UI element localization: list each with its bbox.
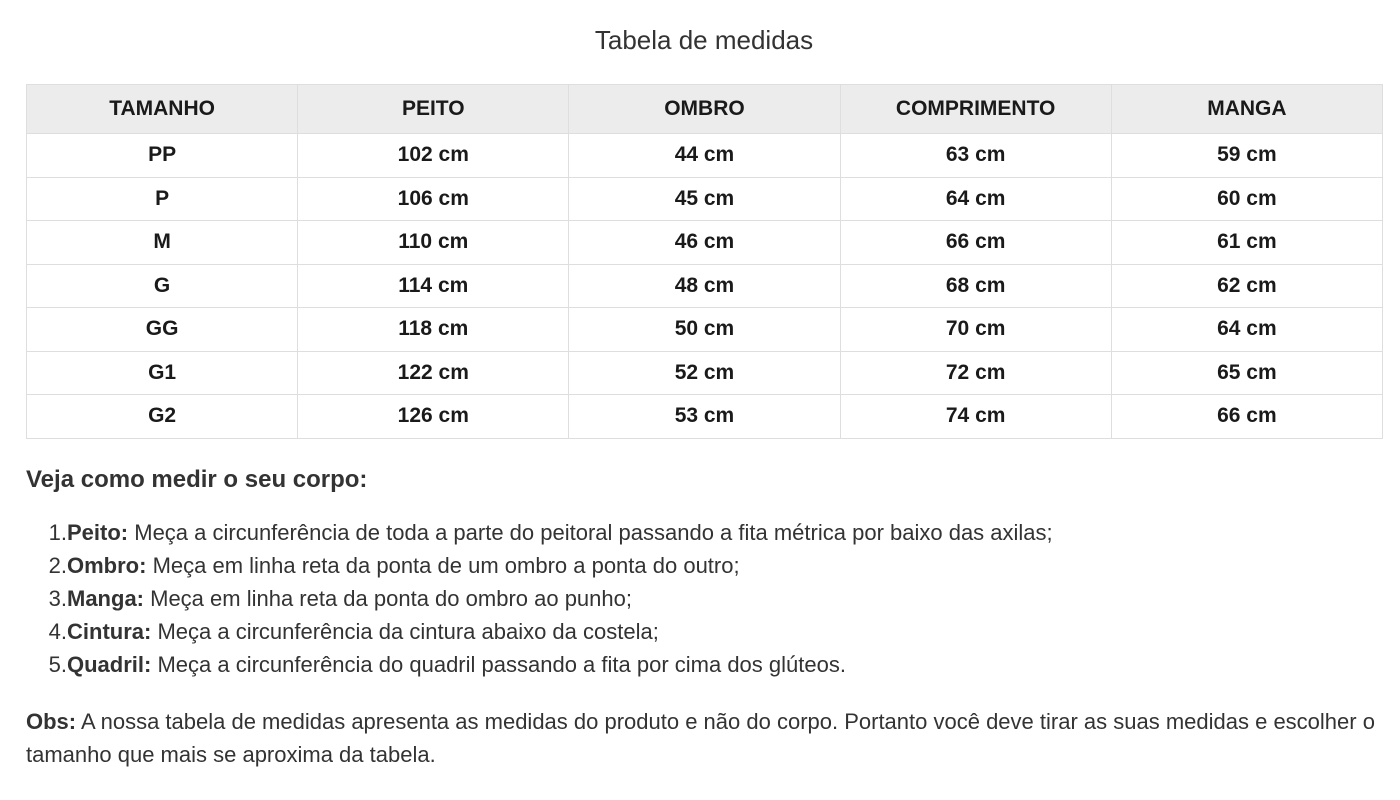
list-number: 4. bbox=[48, 619, 67, 644]
table-cell: 60 cm bbox=[1111, 177, 1382, 221]
table-cell: PP bbox=[27, 134, 298, 178]
measure-text: Meça a circunferência de toda a parte do peitoral passando a fita métrica por baixo das axilas; bbox=[128, 520, 1053, 545]
measure-text: Meça em linha reta da ponta de um ombro a ponta do outro; bbox=[146, 553, 740, 578]
list-item bbox=[26, 615, 1053, 648]
table-cell: G1 bbox=[27, 351, 298, 395]
measure-term: Peito: bbox=[67, 520, 129, 545]
table-cell: 50 cm bbox=[569, 308, 840, 352]
list-number: 2. bbox=[48, 553, 67, 578]
table-cell: 53 cm bbox=[569, 395, 840, 439]
table-cell: 44 cm bbox=[569, 134, 840, 178]
how-to-measure-heading: Veja como medir o seu corpo: bbox=[26, 466, 368, 493]
table-cell: GG bbox=[27, 308, 298, 352]
table-cell: 65 cm bbox=[1111, 351, 1382, 395]
list-number: 5. bbox=[48, 652, 67, 677]
list-item bbox=[26, 582, 1053, 615]
list-item bbox=[26, 648, 1053, 681]
table-cell: 102 cm bbox=[298, 134, 569, 178]
column-header-tamanho: TAMANHO bbox=[27, 85, 298, 134]
column-header-comprimento: COMPRIMENTO bbox=[840, 85, 1111, 134]
table-row bbox=[27, 351, 1383, 395]
obs-label: Obs: bbox=[26, 709, 77, 734]
table-row bbox=[27, 264, 1383, 308]
measure-text: Meça a circunferência do quadril passando a fita por cima dos glúteos. bbox=[151, 652, 846, 677]
table-cell: 63 cm bbox=[840, 134, 1111, 178]
measure-text: Meça a circunferência da cintura abaixo da costela; bbox=[151, 619, 659, 644]
column-header-manga: MANGA bbox=[1111, 85, 1382, 134]
list-item bbox=[26, 549, 1053, 582]
table-cell: 118 cm bbox=[298, 308, 569, 352]
table-cell: G bbox=[27, 264, 298, 308]
measure-term: Ombro: bbox=[67, 553, 147, 578]
page-title: Tabela de medidas bbox=[594, 25, 814, 55]
table-cell: G2 bbox=[27, 395, 298, 439]
table-cell: 64 cm bbox=[1111, 308, 1382, 352]
measure-term: Manga: bbox=[67, 586, 144, 611]
table-cell: 48 cm bbox=[569, 264, 840, 308]
table-cell: 64 cm bbox=[840, 177, 1111, 221]
measure-term: Cintura: bbox=[67, 619, 152, 644]
table-row bbox=[27, 134, 1383, 178]
table-cell: 126 cm bbox=[298, 395, 569, 439]
measure-text: Meça em linha reta da ponta do ombro ao punho; bbox=[144, 586, 632, 611]
table-header-row bbox=[27, 85, 1383, 134]
table-cell: M bbox=[27, 221, 298, 265]
table-cell: 122 cm bbox=[298, 351, 569, 395]
table-cell: 45 cm bbox=[569, 177, 840, 221]
list-number: 1. bbox=[48, 520, 67, 545]
observation-note bbox=[26, 705, 1396, 771]
table-cell: 110 cm bbox=[298, 221, 569, 265]
table-cell: 66 cm bbox=[1111, 395, 1382, 439]
table-cell: 46 cm bbox=[569, 221, 840, 265]
table-cell: 61 cm bbox=[1111, 221, 1382, 265]
table-cell: 68 cm bbox=[840, 264, 1111, 308]
obs-text: A nossa tabela de medidas apresenta as medidas do produto e não do corpo. Portanto você deve tirar as suas medidas e escolher o tamanho que mais se aproxima da tabela. bbox=[26, 709, 1375, 767]
column-header-peito: PEITO bbox=[298, 85, 569, 134]
table-cell: 106 cm bbox=[298, 177, 569, 221]
table-cell: 62 cm bbox=[1111, 264, 1382, 308]
table-cell: 72 cm bbox=[840, 351, 1111, 395]
table-cell: 70 cm bbox=[840, 308, 1111, 352]
list-number: 3. bbox=[48, 586, 67, 611]
table-row bbox=[27, 177, 1383, 221]
table-cell: 59 cm bbox=[1111, 134, 1382, 178]
table-cell: 52 cm bbox=[569, 351, 840, 395]
table-row bbox=[27, 395, 1383, 439]
size-table bbox=[26, 84, 1383, 439]
table-cell: 66 cm bbox=[840, 221, 1111, 265]
table-row bbox=[27, 308, 1383, 352]
table-row bbox=[27, 221, 1383, 265]
list-item bbox=[26, 516, 1053, 549]
column-header-ombro: OMBRO bbox=[569, 85, 840, 134]
measure-steps-list bbox=[26, 516, 1053, 681]
measure-term: Quadril: bbox=[67, 652, 152, 677]
table-cell: P bbox=[27, 177, 298, 221]
table-cell: 114 cm bbox=[298, 264, 569, 308]
table-cell: 74 cm bbox=[840, 395, 1111, 439]
